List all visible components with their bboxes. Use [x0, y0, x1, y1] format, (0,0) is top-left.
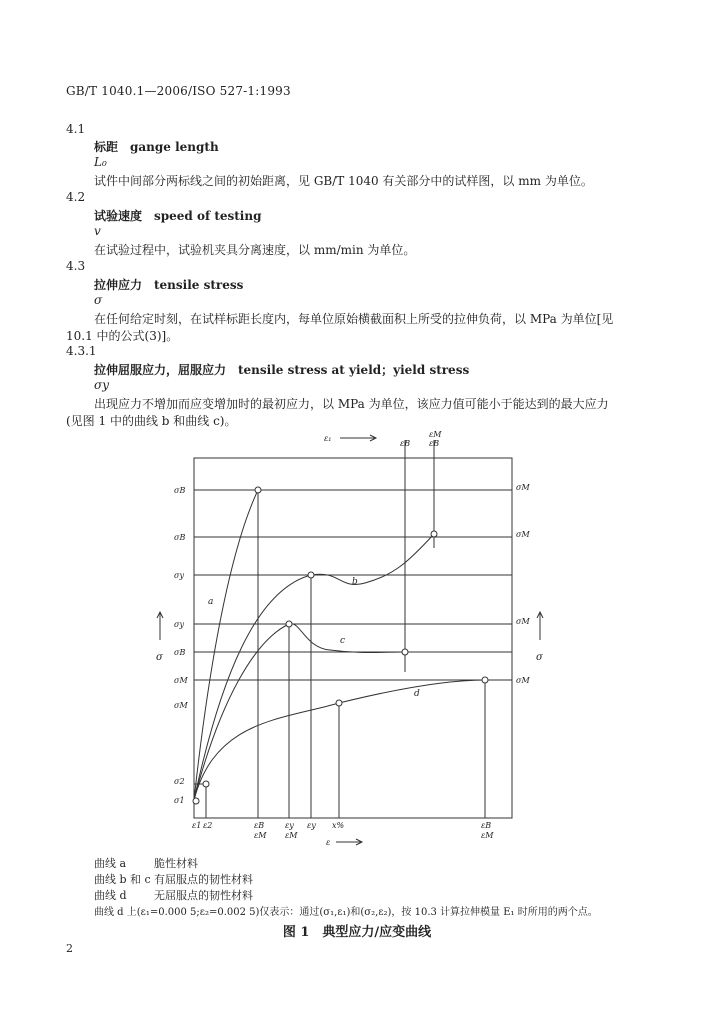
section-term: 拉伸屈服应力，屈服应力 tensile stress at yield；yield stress [94, 363, 470, 377]
section-text: 在试验过程中，试验机夹具分离速度，以 mm/min 为单位。 [94, 243, 416, 257]
legend-key: 曲线 d [94, 889, 127, 902]
tick-label: σB [174, 486, 186, 495]
point-marker [431, 531, 437, 537]
section-text: 10.1 中的公式(3)]。 [66, 329, 179, 343]
page-number: 2 [66, 942, 73, 955]
tick-label: σy [174, 620, 184, 629]
tick-label: σy [174, 571, 184, 580]
axis-label: ε [326, 838, 331, 847]
point-marker [402, 649, 408, 655]
axis-label: εM [429, 430, 442, 439]
section-term: 标距 gange length [94, 140, 219, 154]
tick-label: σM [516, 483, 530, 492]
legend-key: 曲线 b 和 c [94, 873, 151, 886]
page-header: GB/T 1040.1—2006/ISO 527-1:1993 [66, 84, 291, 98]
section-text: (见图 1 中的曲线 b 和曲线 c)。 [66, 414, 237, 428]
section-symbol: σ [94, 293, 103, 307]
tick-label: εB [481, 821, 492, 830]
axis-label: εB [429, 439, 440, 448]
legend-value: 无屈服点的韧性材料 [154, 889, 253, 902]
tick-label: σM [516, 676, 530, 685]
curve-c [194, 624, 405, 800]
tick-label: εy [307, 821, 316, 830]
tick-label: x% [332, 821, 345, 830]
tick-label: σ1 [174, 796, 185, 805]
section-text: 出现应力不增加而应变增加时的最初应力，以 MPa 为单位，该应力值可能小于能达到的最大应力 [94, 397, 609, 411]
section-number: 4.2 [66, 190, 86, 204]
legend-key: 曲线 a [94, 857, 127, 870]
plot-frame [194, 458, 512, 818]
tick-label: εB [254, 821, 265, 830]
point-marker [482, 677, 488, 683]
legend-note: 曲线 d 上(ε₁=0.000 5;ε₂=0.002 5)仅表示：通过(σ₁,ε₁)和(σ₂,ε₂)，按 10.3 计算拉伸模量 E₁ 时所用的两个点。 [94, 907, 598, 918]
point-marker [336, 700, 342, 706]
tick-label: σM [174, 701, 188, 710]
legend-value: 脆性材料 [154, 857, 198, 870]
curve-label: a [208, 597, 214, 607]
tick-label: ε2 [203, 821, 213, 830]
section-symbol: σy [94, 378, 109, 392]
tick-label: σB [174, 533, 186, 542]
section-number: 4.3 [66, 259, 86, 273]
axis-label: ε₁ [324, 434, 332, 443]
tick-label: σB [174, 648, 186, 657]
point-marker [255, 487, 261, 493]
legend-item [94, 871, 614, 885]
axis-label: εB [400, 439, 411, 448]
point-marker [203, 781, 209, 787]
legend-item [94, 887, 614, 901]
legend-value: 有屈服点的韧性材料 [154, 873, 253, 886]
figure-title: 图 1 典型应力/应变曲线 [282, 925, 432, 940]
axis-label: σ [156, 652, 163, 663]
tick-label: ε1 [192, 821, 202, 830]
tick-label: σM [516, 530, 530, 539]
tick-label: σ2 [174, 777, 185, 786]
tick-label: εM [481, 831, 494, 840]
axis-label: σ [536, 652, 543, 663]
tick-label: εM [285, 831, 298, 840]
tick-label: σM [516, 617, 530, 626]
section-number: 4.3.1 [66, 344, 97, 358]
point-marker [308, 572, 314, 578]
tick-label: εM [254, 831, 267, 840]
legend-item [94, 855, 614, 869]
point-marker [193, 798, 199, 804]
section-symbol: L₀ [94, 155, 107, 169]
section-number: 4.1 [66, 122, 86, 136]
section-term: 试验速度 speed of testing [94, 209, 262, 223]
curve-label: c [340, 636, 346, 646]
curve-label: b [352, 577, 358, 587]
tick-label: σM [174, 676, 188, 685]
section-symbol: v [94, 224, 101, 238]
section-term: 拉伸应力 tensile stress [94, 278, 244, 292]
curve-label: d [414, 689, 420, 699]
section-text: 在任何给定时刻，在试样标距长度内，每单位原始横截面积上所受的拉伸负荷，以 MPa 为单位[见 [94, 312, 614, 326]
tick-label: εy [285, 821, 294, 830]
point-marker [286, 621, 292, 627]
section-text: 试件中间部分两标线之间的初始距离，见 GB/T 1040 有关部分中的试样图，以 mm 为单位。 [94, 174, 593, 188]
